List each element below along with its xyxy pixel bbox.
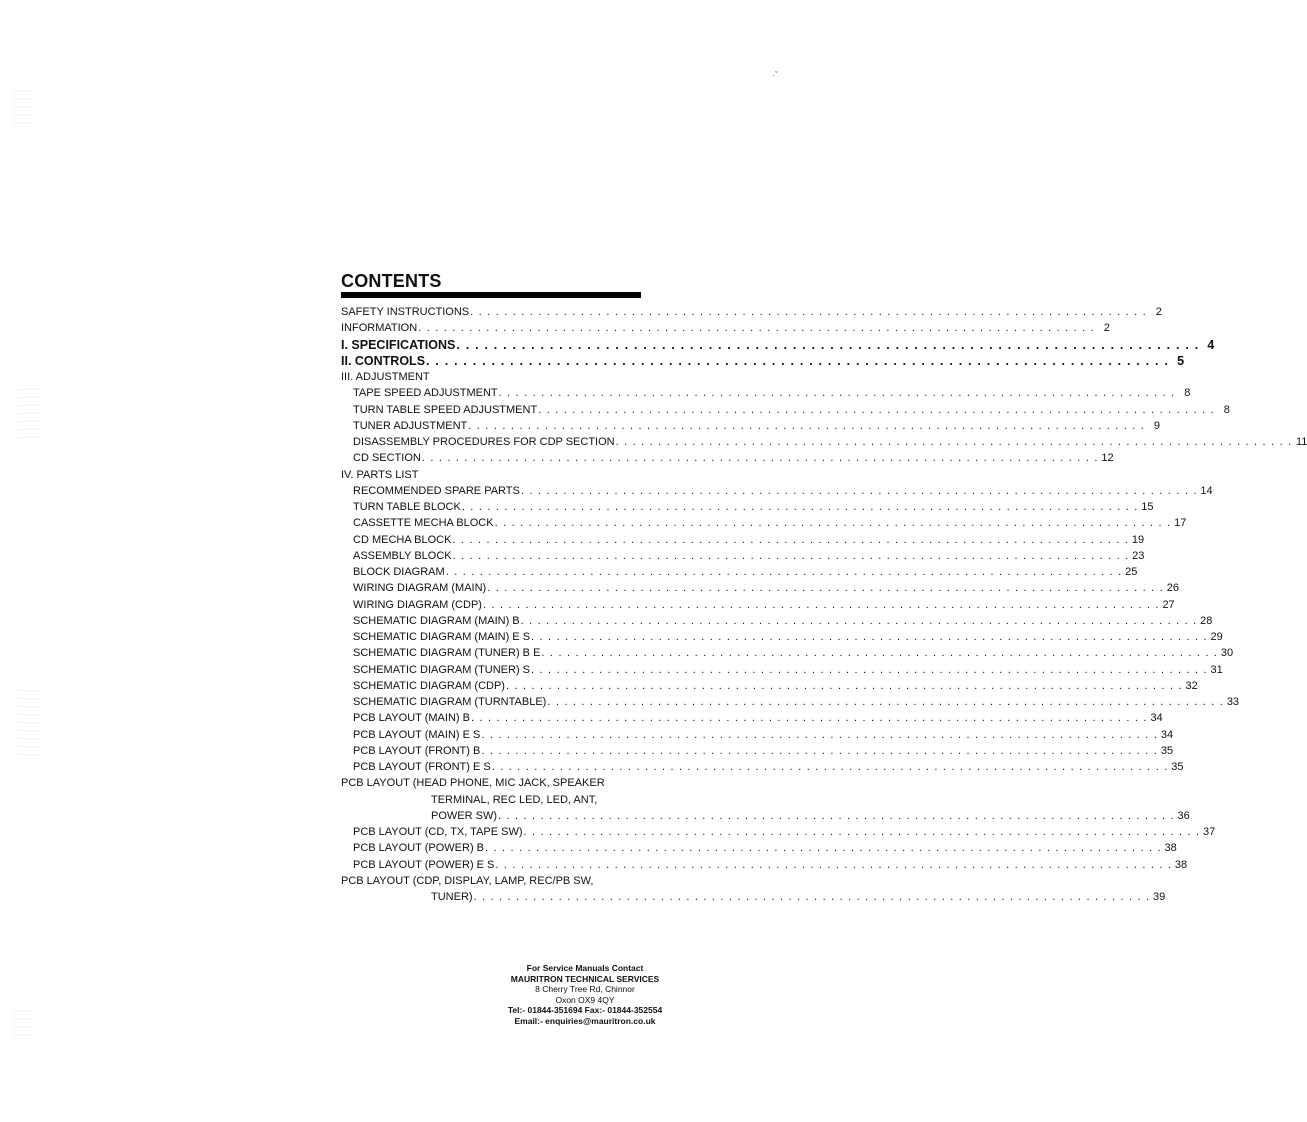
toc-entry-label: INFORMATION bbox=[341, 322, 418, 335]
toc-entry bbox=[341, 467, 641, 483]
toc-entry bbox=[341, 548, 1145, 564]
toc-entry-page: 8 bbox=[1223, 403, 1230, 416]
toc-entry-page: 23 bbox=[1132, 549, 1145, 562]
toc-entry-page: 37 bbox=[1203, 826, 1216, 838]
toc-entry bbox=[341, 629, 1223, 645]
toc-leader-dots: . . . . . . . . . . . . . . . . . . . . . . . . . . . . . . . . . . . . . . . . . . . . . . . . . . . . . . . . . . . . . . . . . . . . . . . . . . . . . . . . bbox=[426, 353, 1170, 368]
toc-entry-label: RECOMMENDED SPARE PARTS bbox=[353, 484, 520, 497]
toc-entry-page: 38 bbox=[1164, 842, 1177, 855]
toc-leader-dots: . . . . . . . . . . . . . . . . . . . . . . . . . . . . . . . . . . . . . . . . . . . . . . . . . . . . . . . . . . . . . . . . . . . . . . . . . . . . . . . . bbox=[452, 533, 1130, 546]
toc-entry bbox=[341, 889, 1166, 905]
toc-entry-label: TURN TABLE SPEED ADJUSTMENT bbox=[353, 403, 538, 416]
toc-entry-label: III. ADJUSTMENT bbox=[341, 371, 430, 383]
toc-entry-label: SAFETY INSTRUCTIONS bbox=[341, 306, 470, 318]
toc-entry-label: PCB LAYOUT (CD, TX, TAPE SW) bbox=[353, 826, 523, 838]
toc-leader-dots: . . . . . . . . . . . . . . . . . . . . . . . . . . . . . . . . . . . . . . . . . . . . . . . . . . . . . . . . . . . . . . . . . . . . . . . . . . . . . . . . bbox=[470, 712, 1148, 725]
toc-entry bbox=[341, 613, 1213, 629]
toc-entry bbox=[341, 532, 1145, 548]
toc-entry-label: PCB LAYOUT (FRONT) E S bbox=[353, 761, 491, 773]
toc-entry bbox=[341, 597, 1175, 613]
contact-address-street: 8 Cherry Tree Rd, Chinnor bbox=[535, 984, 635, 994]
toc-entry-page: 15 bbox=[1141, 501, 1154, 513]
toc-leader-dots: . . . . . . . . . . . . . . . . . . . . . . . . . . . . . . . . . . . . . . . . . . . . . . . . . . . . . . . . . . . . . . . . . . . . . . . . . . . . . . . . bbox=[445, 566, 1123, 578]
toc-entry bbox=[341, 662, 1223, 678]
toc-entry bbox=[341, 873, 641, 889]
toc-entry bbox=[341, 385, 1191, 401]
toc-entry-page: 36 bbox=[1177, 809, 1190, 822]
toc-entry bbox=[341, 499, 1154, 515]
toc-leader-dots: . . . . . . . . . . . . . . . . . . . . . . . . . . . . . . . . . . . . . . . . . . . . . . . . . . . . . . . . . . . . . . . . . . . . . . . . . . . . . . . . bbox=[498, 387, 1176, 400]
toc-entry bbox=[341, 727, 1174, 743]
service-contact-block bbox=[500, 963, 670, 1026]
toc-entry-label: SCHEMATIC DIAGRAM (TUNER) S bbox=[353, 663, 531, 676]
toc-entry bbox=[341, 320, 1110, 336]
toc-entry-page: 25 bbox=[1125, 566, 1138, 578]
toc-entry-page: 28 bbox=[1200, 614, 1213, 627]
toc-entry-label: CD MECHA BLOCK bbox=[353, 533, 452, 546]
toc-entry-page: 39 bbox=[1153, 891, 1166, 903]
toc-entry-label: PCB LAYOUT (POWER) E S bbox=[353, 858, 495, 871]
toc-entry bbox=[341, 564, 1138, 580]
toc-entry-page: 34 bbox=[1150, 712, 1163, 725]
toc-entry bbox=[341, 743, 1174, 759]
toc-entry-label: SCHEMATIC DIAGRAM (MAIN) B bbox=[353, 614, 520, 627]
toc-entry-page: 38 bbox=[1174, 858, 1188, 871]
toc-entry-page: 29 bbox=[1210, 631, 1223, 643]
toc-leader-dots: . . . . . . . . . . . . . . . . . . . . . . . . . . . . . . . . . . . . . . . . . . . . . . . . . . . . . . . . . . . . . . . . . . . . . . . . . . . . . . . . bbox=[547, 696, 1225, 708]
toc-entry-page: 32 bbox=[1185, 679, 1198, 692]
toc-leader-dots: . . . . . . . . . . . . . . . . . . . . . . . . . . . . . . . . . . . . . . . . . . . . . . . . . . . . . . . . . . . . . . . . . . . . . . . . . . . . . . . . bbox=[421, 452, 1099, 465]
toc-entry-label: TURN TABLE BLOCK bbox=[353, 501, 461, 513]
toc-entry-page: 14 bbox=[1200, 484, 1213, 497]
toc-entry bbox=[341, 824, 1216, 840]
toc-leader-dots: . . . . . . . . . . . . . . . . . . . . . . . . . . . . . . . . . . . . . . . . . . . . . . . . . . . . . . . . . . . . . . . . . . . . . . . . . . . . . . . . bbox=[491, 761, 1169, 773]
toc-entry-label: PCB LAYOUT (MAIN) E S bbox=[353, 728, 481, 741]
toc-entry-page: 4 bbox=[1207, 337, 1215, 352]
toc-leader-dots: . . . . . . . . . . . . . . . . . . . . . . . . . . . . . . . . . . . . . . . . . . . . . . . . . . . . . . . . . . . . . . . . . . . . . . . . . . . . . . . . bbox=[494, 517, 1172, 530]
toc-entry bbox=[341, 645, 1234, 661]
toc-leader-dots: . . . . . . . . . . . . . . . . . . . . . . . . . . . . . . . . . . . . . . . . . . . . . . . . . . . . . . . . . . . . . . . . . . . . . . . . . . . . . . . . bbox=[520, 614, 1198, 627]
toc-entry bbox=[341, 483, 1213, 499]
toc-title: CONTENTS bbox=[341, 271, 442, 291]
toc-entry-page: 31 bbox=[1210, 663, 1223, 676]
toc-entry-page: 35 bbox=[1171, 761, 1184, 773]
toc-entry-label: POWER SW) bbox=[431, 809, 497, 822]
toc-entry bbox=[341, 434, 1307, 450]
contact-email: Email:- enquiries@mauritron.co.uk bbox=[514, 1015, 656, 1026]
toc-entry-page: 5 bbox=[1177, 353, 1185, 368]
toc-entry-page: 26 bbox=[1166, 582, 1179, 595]
toc-entry-page: 17 bbox=[1174, 517, 1187, 530]
toc-entry bbox=[341, 418, 1161, 434]
toc-entry-label: SCHEMATIC DIAGRAM (MAIN) E S bbox=[353, 631, 531, 643]
toc-leader-dots: . . . . . . . . . . . . . . . . . . . . . . . . . . . . . . . . . . . . . . . . . . . . . . . . . . . . . . . . . . . . . . . . . . . . . . . . . . . . . . . . bbox=[481, 744, 1159, 757]
toc-entry-label: SCHEMATIC DIAGRAM (CDP) bbox=[353, 679, 505, 692]
toc-entry-label: TAPE SPEED ADJUSTMENT bbox=[353, 387, 498, 400]
scan-speck: ·ˇ bbox=[772, 70, 778, 80]
toc-entry-page: 8 bbox=[1184, 387, 1191, 400]
toc-entry-page: 34 bbox=[1160, 728, 1174, 741]
toc-entry bbox=[341, 353, 1185, 369]
toc-entry bbox=[341, 808, 1190, 824]
toc-entry-label: PCB LAYOUT (CDP, DISPLAY, LAMP, REC/PB SW, bbox=[341, 874, 594, 887]
contact-company: MAURITRON TECHNICAL SERVICES bbox=[510, 973, 660, 984]
toc-entry-page: 30 bbox=[1220, 647, 1234, 660]
contact-heading: For Service Manuals Contact bbox=[526, 963, 644, 973]
toc-entry bbox=[341, 337, 1215, 353]
toc-leader-dots: . . . . . . . . . . . . . . . . . . . . . . . . . . . . . . . . . . . . . . . . . . . . . . . . . . . . . . . . . . . . . . . . . . . . . . . . . . . . . . . . bbox=[468, 419, 1146, 432]
toc-entry-label: WIRING DIAGRAM (CDP) bbox=[353, 598, 482, 611]
toc-entry-label: ASSEMBLY BLOCK bbox=[353, 549, 452, 562]
toc-entry-label: CASSETTE MECHA BLOCK bbox=[353, 517, 494, 530]
toc-entry bbox=[341, 775, 641, 791]
toc-entry bbox=[341, 678, 1198, 694]
toc-entry-label: SCHEMATIC DIAGRAM (TURNTABLE) bbox=[353, 696, 547, 708]
title-rule bbox=[341, 292, 641, 298]
toc-leader-dots: . . . . . . . . . . . . . . . . . . . . . . . . . . . . . . . . . . . . . . . . . . . . . . . . . . . . . . . . . . . . . . . . . . . . . . . . . . . . . . . . bbox=[505, 679, 1183, 692]
toc-entry bbox=[341, 694, 1240, 710]
contact-address-city: Oxon OX9 4QY bbox=[555, 994, 615, 1005]
toc-entry-label: BLOCK DIAGRAM bbox=[353, 566, 445, 578]
toc-entry-label: PCB LAYOUT (HEAD PHONE, MIC JACK, SPEAKER bbox=[341, 777, 605, 790]
toc-entry-label: TUNER ADJUSTMENT bbox=[353, 419, 468, 432]
toc-entry-label: IV. PARTS LIST bbox=[341, 468, 419, 481]
toc-entry-label: PCB LAYOUT (MAIN) B bbox=[353, 712, 470, 725]
toc-leader-dots: . . . . . . . . . . . . . . . . . . . . . . . . . . . . . . . . . . . . . . . . . . . . . . . . . . . . . . . . . . . . . . . . . . . . . . . . . . . . . . . . bbox=[538, 403, 1215, 416]
toc-leader-dots: . . . . . . . . . . . . . . . . . . . . . . . . . . . . . . . . . . . . . . . . . . . . . . . . . . . . . . . . . . . . . . . . . . . . . . . . . . . . . . . . bbox=[461, 501, 1139, 513]
toc-entry-page: 2 bbox=[1155, 306, 1162, 318]
toc-leader-dots: . . . . . . . . . . . . . . . . . . . . . . . . . . . . . . . . . . . . . . . . . . . . . . . . . . . . . . . . . . . . . . . . . . . . . . . . . . . . . . . . bbox=[456, 337, 1200, 352]
toc-leader-dots: . . . . . . . . . . . . . . . . . . . . . . . . . . . . . . . . . . . . . . . . . . . . . . . . . . . . . . . . . . . . . . . . . . . . . . . . . . . . . . . . bbox=[473, 891, 1151, 903]
scan-margin-noise bbox=[18, 385, 40, 440]
toc-entry-page: 2 bbox=[1103, 322, 1110, 335]
toc-entry-label: DISASSEMBLY PROCEDURES FOR CDP SECTION bbox=[353, 436, 615, 448]
contact-phone-fax: Tel:- 01844-351694 Fax:- 01844-352554 bbox=[507, 1005, 663, 1015]
toc-leader-dots: . . . . . . . . . . . . . . . . . . . . . . . . . . . . . . . . . . . . . . . . . . . . . . . . . . . . . . . . . . . . . . . . . . . . . . . . . . . . . . . . bbox=[452, 549, 1130, 562]
toc-entry-label: PCB LAYOUT (POWER) B bbox=[353, 842, 485, 855]
toc-entry-page: 19 bbox=[1131, 533, 1145, 546]
toc-entry-page: 11 bbox=[1295, 436, 1307, 448]
toc-leader-dots: . . . . . . . . . . . . . . . . . . . . . . . . . . . . . . . . . . . . . . . . . . . . . . . . . . . . . . . . . . . . . . . . . . . . . . . . . . . . . . . . bbox=[498, 809, 1175, 822]
toc-entry bbox=[341, 710, 1163, 726]
toc-leader-dots: . . . . . . . . . . . . . . . . . . . . . . . . . . . . . . . . . . . . . . . . . . . . . . . . . . . . . . . . . . . . . . . . . . . . . . . . . . . . . . . . bbox=[487, 582, 1164, 595]
toc-entry-label: CD SECTION bbox=[353, 452, 421, 465]
toc-entry-page: 12 bbox=[1101, 452, 1114, 465]
scan-margin-noise bbox=[18, 690, 40, 760]
toc-entry-page: 33 bbox=[1226, 696, 1240, 708]
toc-leader-dots: . . . . . . . . . . . . . . . . . . . . . . . . . . . . . . . . . . . . . . . . . . . . . . . . . . . . . . . . . . . . . . . . . . . . . . . . . . . . . . . . bbox=[481, 728, 1159, 741]
toc-leader-dots: . . . . . . . . . . . . . . . . . . . . . . . . . . . . . . . . . . . . . . . . . . . . . . . . . . . . . . . . . . . . . . . . . . . . . . . . . . . . . . . . bbox=[470, 306, 1147, 318]
toc-entry bbox=[341, 857, 1188, 873]
toc-entry-label: PCB LAYOUT (FRONT) B bbox=[353, 744, 481, 757]
toc-leader-dots: . . . . . . . . . . . . . . . . . . . . . . . . . . . . . . . . . . . . . . . . . . . . . . . . . . . . . . . . . . . . . . . . . . . . . . . . . . . . . . . . bbox=[615, 436, 1293, 448]
toc-entry-label: I. SPECIFICATIONS bbox=[341, 337, 456, 352]
toc-entry bbox=[341, 369, 641, 385]
toc-entry-label: SCHEMATIC DIAGRAM (TUNER) B E bbox=[353, 647, 541, 660]
toc-leader-dots: . . . . . . . . . . . . . . . . . . . . . . . . . . . . . . . . . . . . . . . . . . . . . . . . . . . . . . . . . . . . . . . . . . . . . . . . . . . . . . . . bbox=[482, 598, 1160, 611]
toc-entry-list bbox=[341, 304, 1307, 905]
toc-entry bbox=[341, 759, 1184, 775]
toc-entry-label: TUNER) bbox=[431, 891, 473, 903]
toc-leader-dots: . . . . . . . . . . . . . . . . . . . . . . . . . . . . . . . . . . . . . . . . . . . . . . . . . . . . . . . . . . . . . . . . . . . . . . . . . . . . . . . . bbox=[485, 842, 1162, 855]
toc-entry bbox=[341, 304, 1162, 320]
toc-entry bbox=[341, 450, 1114, 466]
scan-margin-noise bbox=[12, 1010, 34, 1040]
toc-leader-dots: . . . . . . . . . . . . . . . . . . . . . . . . . . . . . . . . . . . . . . . . . . . . . . . . . . . . . . . . . . . . . . . . . . . . . . . . . . . . . . . . bbox=[541, 647, 1219, 660]
toc-leader-dots: . . . . . . . . . . . . . . . . . . . . . . . . . . . . . . . . . . . . . . . . . . . . . . . . . . . . . . . . . . . . . . . . . . . . . . . . . . . . . . . . bbox=[531, 663, 1208, 676]
toc-entry-page: 27 bbox=[1162, 598, 1175, 611]
toc-entry-label: II. CONTROLS bbox=[341, 353, 426, 368]
toc-leader-dots: . . . . . . . . . . . . . . . . . . . . . . . . . . . . . . . . . . . . . . . . . . . . . . . . . . . . . . . . . . . . . . . . . . . . . . . . . . . . . . . . bbox=[418, 322, 1095, 335]
toc-entry bbox=[341, 515, 1187, 531]
toc-leader-dots: . . . . . . . . . . . . . . . . . . . . . . . . . . . . . . . . . . . . . . . . . . . . . . . . . . . . . . . . . . . . . . . . . . . . . . . . . . . . . . . . bbox=[531, 631, 1208, 643]
toc-entry-page: 9 bbox=[1153, 419, 1161, 432]
scan-margin-noise bbox=[12, 90, 34, 130]
toc-entry bbox=[341, 402, 1230, 418]
toc-leader-dots: . . . . . . . . . . . . . . . . . . . . . . . . . . . . . . . . . . . . . . . . . . . . . . . . . . . . . . . . . . . . . . . . . . . . . . . . . . . . . . . . bbox=[523, 826, 1201, 838]
toc-entry bbox=[341, 840, 1177, 856]
toc-entry-page: 35 bbox=[1160, 744, 1174, 757]
toc-leader-dots: . . . . . . . . . . . . . . . . . . . . . . . . . . . . . . . . . . . . . . . . . . . . . . . . . . . . . . . . . . . . . . . . . . . . . . . . . . . . . . . . bbox=[495, 858, 1173, 871]
toc-entry bbox=[341, 792, 641, 808]
toc-leader-dots: . . . . . . . . . . . . . . . . . . . . . . . . . . . . . . . . . . . . . . . . . . . . . . . . . . . . . . . . . . . . . . . . . . . . . . . . . . . . . . . . bbox=[520, 484, 1198, 497]
toc-entry-label: WIRING DIAGRAM (MAIN) bbox=[353, 582, 487, 595]
toc-entry-label: TERMINAL, REC LED, LED, ANT, bbox=[431, 793, 598, 806]
table-of-contents bbox=[341, 270, 1307, 905]
toc-entry bbox=[341, 580, 1179, 596]
